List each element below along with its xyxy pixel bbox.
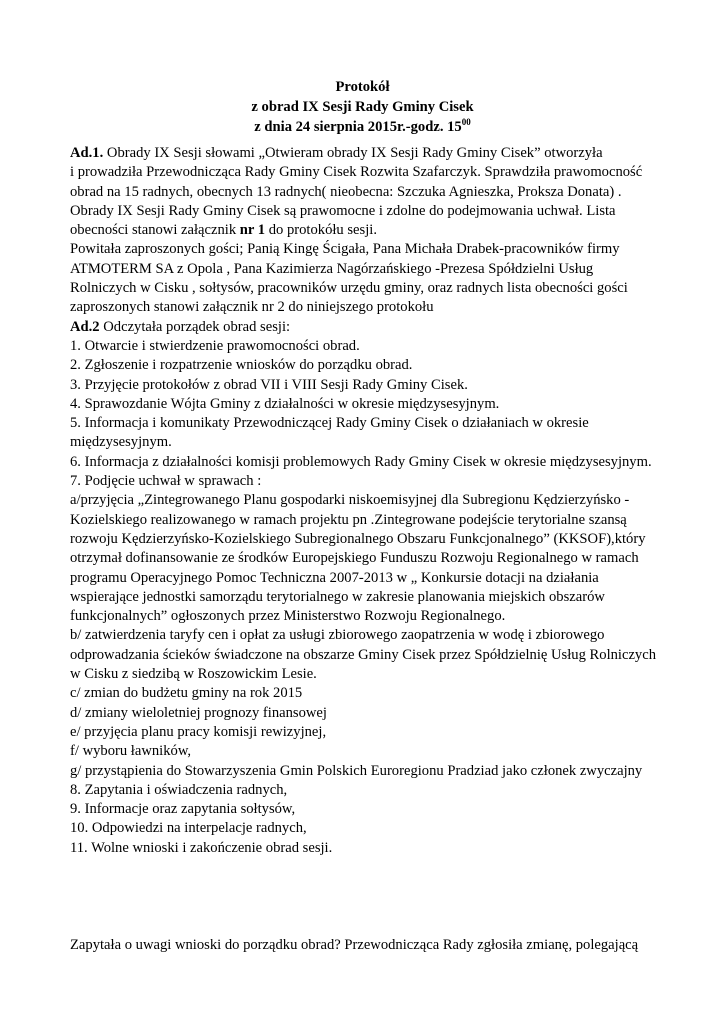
ad1-line: Rolniczych w Cisku , sołtysów, pracowników urzędu gminy, oraz radnych lista obecności gości: [70, 280, 628, 297]
agenda-line: 11. Wolne wnioski i zakończenie obrad sesji.: [70, 839, 333, 856]
ad1-paragraph: [70, 144, 660, 318]
session-hour-superscript: 00: [461, 117, 471, 127]
document-title: Protokół: [335, 79, 390, 95]
continuation-line: Zapytała o uwagi wnioski do porządku obrad? Przewodnicząca Rady zgłosiła zmianę, polegającą: [70, 937, 639, 953]
ad2-label: Ad.2: [70, 318, 100, 335]
continuation-paragraph: [70, 936, 670, 955]
agenda-line: rozwoju Kędzierzyńsko-Kozielskiego Subregionalnego Obszaru Funkcjonalnego” (KKSOF),który: [70, 530, 646, 547]
ad2-paragraph: [70, 318, 660, 858]
ad1-line: Obrady IX Sesji Rady Gminy Cisek są prawomocne i zdolne do podejmowania uchwał. Lista: [70, 202, 616, 219]
session-subtitle: z obrad IX Sesji Rady Gminy Cisek: [251, 99, 474, 115]
agenda-line: 4. Sprawozdanie Wójta Gminy z działalności w okresie międzysesyjnym.: [70, 395, 500, 412]
ad1-line: ATMOTERM SA z Opola , Pana Kazimierza Nagórzańskiego -Prezesa Spółdzielni Usług: [70, 260, 594, 277]
ad1-line: obrad na 15 radnych, obecnych 13 radnych( nieobecna: Szczuka Agnieszka, Proksza Donata) .: [70, 183, 622, 200]
ad1-line: Powitała zaproszonych gości; Panią Kingę Ścigała, Pana Michała Drabek-pracowników firmy: [70, 241, 620, 258]
attachment-number: nr 1: [239, 222, 266, 239]
ad2-line: [70, 319, 290, 335]
agenda-line: d/ zmiany wieloletniej prognozy finansowej: [70, 704, 327, 721]
agenda-line: 9. Informacje oraz zapytania sołtysów,: [70, 801, 296, 818]
agenda-line: otrzymał dofinansowanie ze środków Europejskiego Funduszu Rozwoju Regionalnego w ramach: [70, 550, 639, 567]
document-header: [0, 77, 725, 137]
ad1-line-text: do protokółu sesji.: [265, 222, 377, 239]
agenda-line: międzysesyjnym.: [70, 434, 172, 451]
agenda-line: 5. Informacja i komunikaty Przewodniczącej Rady Gminy Cisek o działaniach w okresie: [70, 415, 589, 432]
ad1-line-text: Obrady IX Sesji słowami „Otwieram obrady IX Sesji Rady Gminy Cisek” otworzyła: [103, 145, 603, 161]
ad1-line-text: obecności stanowi załącznik: [70, 222, 240, 239]
agenda-line: 10. Odpowiedzi na interpelacje radnych,: [70, 820, 307, 837]
agenda-line: wspierające jednostki samorządu terytorialnego w zakresie planowania miejskich obszarów: [70, 588, 605, 605]
session-date: [0, 117, 725, 137]
agenda-line: 1. Otwarcie i stwierdzenie prawomocności obrad.: [70, 337, 360, 354]
agenda-line: 6. Informacja z działalności komisji problemowych Rady Gminy Cisek w okresie międzysesyjnym.: [70, 453, 652, 470]
ad1-line: zaproszonych stanowi załącznik nr 2 do niniejszego protokołu: [70, 299, 434, 316]
agenda-line: 2. Zgłoszenie i rozpatrzenie wniosków do porządku obrad.: [70, 357, 413, 374]
session-date-text: z dnia 24 sierpnia 2015r.-godz. 15: [254, 119, 462, 135]
ad1-line: i prowadziła Przewodnicząca Rady Gminy Cisek Rozwita Szafarczyk. Sprawdziła prawomocność: [70, 164, 643, 181]
document-body: [70, 144, 660, 858]
agenda-line: b/ zatwierdzenia taryfy cen i opłat za usługi zbiorowego zaopatrzenia w wodę i zbiorowego: [70, 627, 605, 644]
agenda-line: programu Operacyjnego Pomoc Techniczna 2007-2013 w „ Konkursie dotacji na działania: [70, 569, 599, 586]
agenda-line: e/ przyjęcia planu pracy komisji rewizyjnej,: [70, 723, 327, 740]
agenda-line: odprowadzania ścieków świadczone na obszarze Gminy Cisek przez Spółdzielnię Usług Rolniczych: [70, 646, 656, 663]
agenda-line: a/przyjęcia „Zintegrowanego Planu gospodarki niskoemisyjnej dla Subregionu Kędzierzyńsko -: [70, 492, 630, 509]
ad1-line: [70, 222, 377, 238]
agenda-line: 8. Zapytania i oświadczenia radnych,: [70, 781, 288, 798]
agenda-line: 7. Podjęcie uchwał w sprawach :: [70, 473, 262, 490]
ad2-line-text: Odczytała porządek obrad sesji:: [99, 318, 291, 335]
ad1-line: [70, 145, 603, 161]
agenda-line: w Cisku z siedzibą w Roszowickim Lesie.: [70, 666, 317, 683]
agenda-line: funkcjonalnych” ogłoszonych przez Ministerstwo Rozwoju Regionalnego.: [70, 608, 506, 625]
agenda-line: g/ przystąpienia do Stowarzyszenia Gmin Polskich Euroregionu Pradziad jako członek zwyczajny: [70, 762, 643, 779]
agenda-line: f/ wyboru ławników,: [70, 743, 192, 760]
agenda-line: 3. Przyjęcie protokołów z obrad VII i VIII Sesji Rady Gminy Cisek.: [70, 376, 468, 393]
ad1-label: Ad.1.: [70, 145, 104, 161]
agenda-line: Kozielskiego realizowanego w ramach projektu pn .Zintegrowane podejście terytorialne szansą: [70, 511, 627, 528]
agenda-line: c/ zmian do budżetu gminy na rok 2015: [70, 685, 303, 702]
